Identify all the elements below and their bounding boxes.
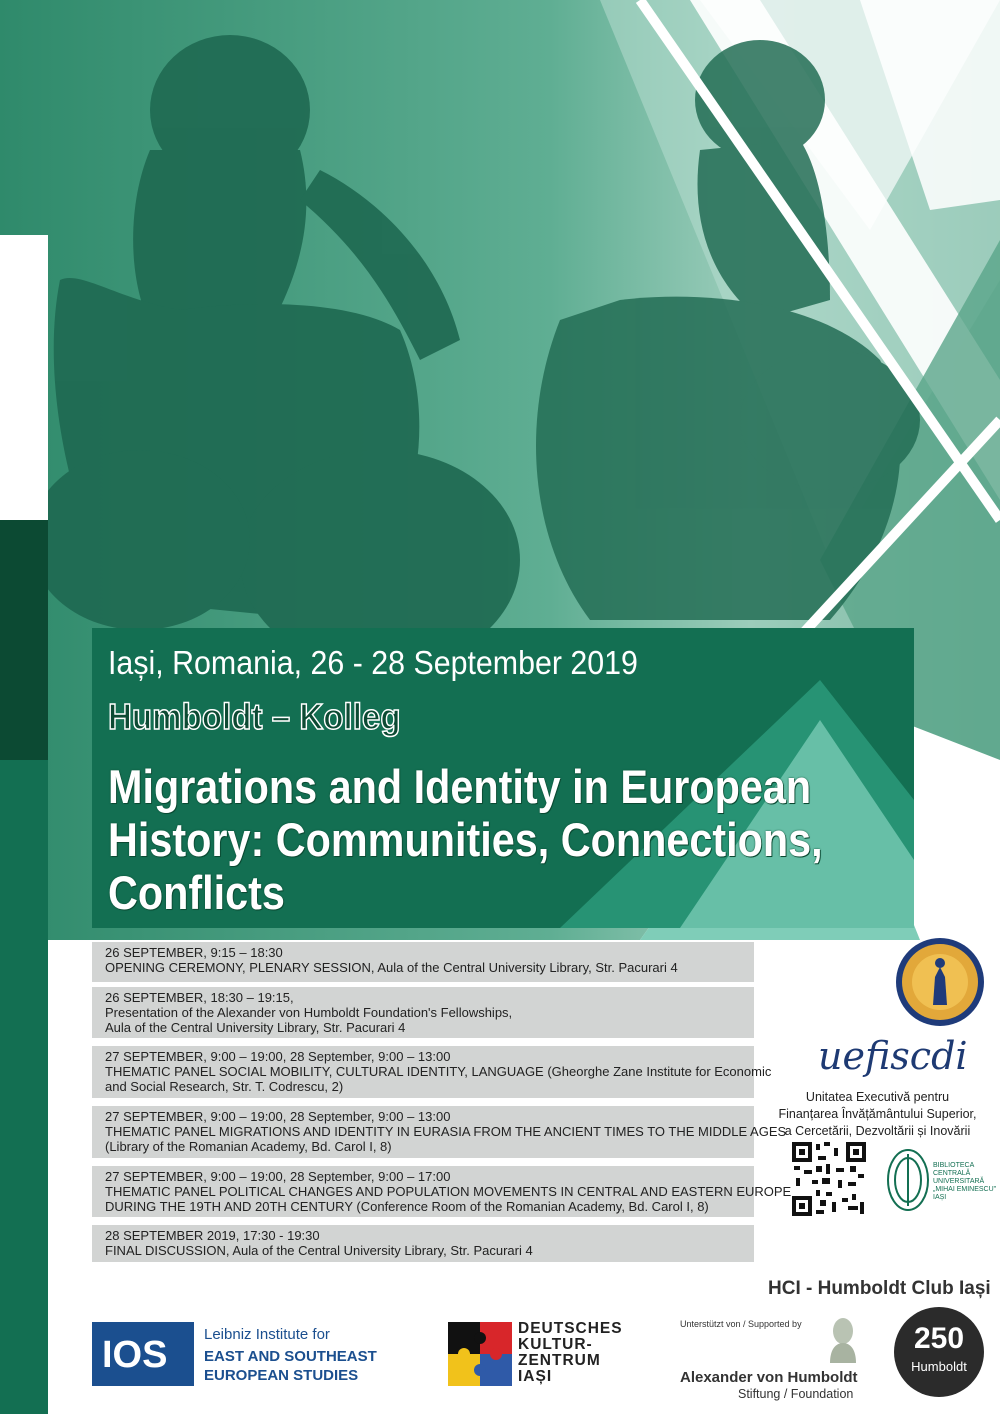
dkz-name bbox=[518, 1321, 623, 1385]
dkz-line: IAȘI bbox=[518, 1368, 553, 1385]
program-line: DURING THE 19TH AND 20TH CENTURY (Conference Room of the Romanian Academy, Bd. Carol I, 8) bbox=[105, 1199, 709, 1215]
event-title-line: History: Communities, Connections, bbox=[108, 813, 823, 866]
badge-number: 250 bbox=[913, 1322, 965, 1355]
program-line: and Social Research, Str. T. Codrescu, 2) bbox=[105, 1079, 344, 1095]
bcu-library-logo bbox=[884, 1146, 932, 1214]
ios-logo bbox=[92, 1322, 194, 1386]
bcu-line: „MIHAI EMINESCU" bbox=[933, 1186, 997, 1193]
bcu-library-name bbox=[933, 1162, 996, 1202]
humboldt-portrait-icon bbox=[826, 1313, 860, 1363]
program-line: 28 SEPTEMBER 2019, 17:30 - 19:30 bbox=[105, 1228, 320, 1243]
ios-abbreviation: IOS bbox=[102, 1334, 168, 1376]
humboldt-250-badge bbox=[894, 1307, 984, 1397]
dkz-line: ZENTRUM bbox=[518, 1352, 601, 1369]
badge-label: Humboldt bbox=[911, 1359, 967, 1374]
program-line: THEMATIC PANEL MIGRATIONS AND IDENTITY IN EURASIA FROM THE ANCIENT TIMES TO THE MIDDLE AGES bbox=[105, 1124, 787, 1140]
program-item bbox=[92, 1046, 772, 1098]
supported-by-label: Unterstützt von / Supported by bbox=[680, 1319, 802, 1329]
program-line: 27 SEPTEMBER, 9:00 – 19:00, 28 September, 9:00 – 13:00 bbox=[105, 1109, 451, 1124]
side-strip-white bbox=[0, 235, 48, 520]
humboldt-club-name: HCI - Humboldt Club Iași bbox=[768, 1278, 991, 1299]
program-line: THEMATIC PANEL POLITICAL CHANGES AND POPULATION MOVEMENTS IN CENTRAL AND EASTERN EUROPE bbox=[105, 1184, 792, 1200]
bcu-line: CENTRALĂ bbox=[933, 1170, 971, 1177]
program-item bbox=[92, 1225, 754, 1262]
program-line: Aula of the Central University Library, Str. Pacurari 4 bbox=[105, 1020, 406, 1036]
program-item bbox=[92, 942, 754, 982]
program-item bbox=[92, 1166, 792, 1217]
program-line: 26 SEPTEMBER, 18:30 – 19:15, bbox=[105, 990, 294, 1005]
ios-name-line: EUROPEAN STUDIES bbox=[204, 1367, 359, 1384]
side-strip-dark bbox=[0, 520, 48, 760]
dkz-line: KULTUR- bbox=[518, 1336, 593, 1353]
avh-foundation-subtitle: Stiftung / Foundation bbox=[738, 1387, 854, 1401]
ios-name-line: Leibniz Institute for bbox=[204, 1326, 330, 1343]
program-line: THEMATIC PANEL SOCIAL MOBILITY, CULTURAL IDENTITY, LANGUAGE (Gheorghe Zane Institute for Economic bbox=[105, 1064, 772, 1080]
program-line: OPENING CEREMONY, PLENARY SESSION, Aula of the Central University Library, Str. Pacurari 4 bbox=[105, 960, 678, 976]
event-title-line: Conflicts bbox=[108, 866, 285, 919]
uefiscdi-line: Finanțarea Învățământului Superior, bbox=[778, 1107, 977, 1121]
dkz-line: DEUTSCHES bbox=[518, 1320, 623, 1337]
series-name: Humboldt – Kolleg bbox=[108, 696, 401, 737]
bcu-line: UNIVERSITARĂ bbox=[933, 1178, 985, 1185]
uefiscdi-description bbox=[760, 1089, 995, 1140]
program-item bbox=[92, 1106, 787, 1158]
ios-name-line: EAST AND SOUTHEAST bbox=[204, 1348, 377, 1365]
uefiscdi-logo: uefiscdi bbox=[818, 1034, 968, 1078]
bcu-line: BIBLIOTECA bbox=[933, 1162, 975, 1169]
program-line: 27 SEPTEMBER, 9:00 – 19:00, 28 September, 9:00 – 17:00 bbox=[105, 1169, 451, 1184]
event-title bbox=[108, 760, 821, 919]
program-line: (Library of the Romanian Academy, Bd. Carol I, 8) bbox=[105, 1139, 392, 1155]
program-item bbox=[92, 987, 754, 1038]
side-strip-green bbox=[0, 760, 48, 1414]
dkz-puzzle-logo bbox=[448, 1322, 512, 1386]
program-line: 27 SEPTEMBER, 9:00 – 19:00, 28 September, 9:00 – 13:00 bbox=[105, 1049, 451, 1064]
uefiscdi-line: Unitatea Executivă pentru bbox=[805, 1090, 950, 1104]
qr-code bbox=[792, 1142, 866, 1216]
program-line: Presentation of the Alexander von Humboldt Foundation's Fellowships, bbox=[105, 1005, 513, 1021]
title-panel bbox=[92, 628, 914, 926]
avh-foundation-name: Alexander von Humboldt bbox=[680, 1369, 858, 1386]
bcu-line: IAȘI bbox=[933, 1194, 947, 1201]
program-line: FINAL DISCUSSION, Aula of the Central University Library, Str. Pacurari 4 bbox=[105, 1243, 533, 1259]
academia-romana-seal bbox=[895, 937, 985, 1027]
location-date: Iași, Romania, 26 - 28 September 2019 bbox=[108, 644, 638, 681]
uefiscdi-line: a Cercetării, Dezvoltării și Inovării bbox=[784, 1124, 971, 1138]
event-title-line: Migrations and Identity in European bbox=[108, 760, 812, 813]
program-line: 26 SEPTEMBER, 9:15 – 18:30 bbox=[105, 945, 283, 960]
